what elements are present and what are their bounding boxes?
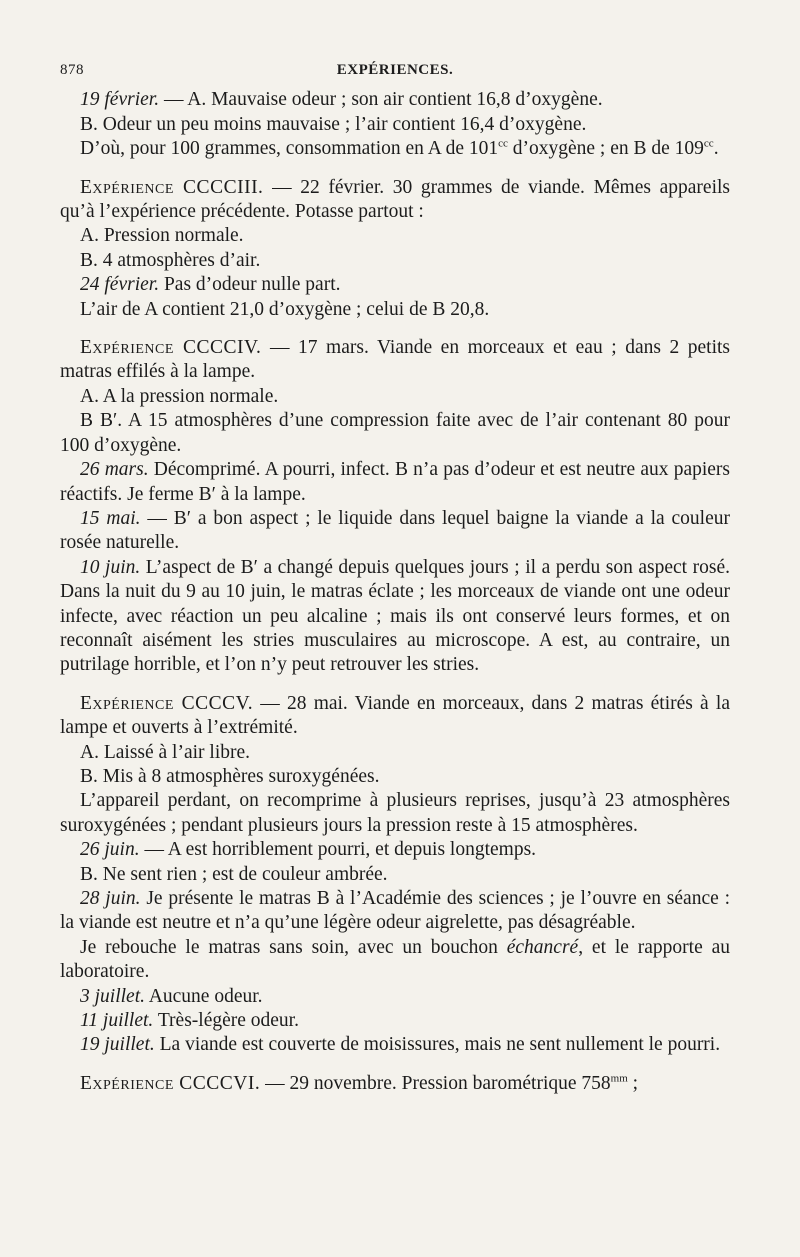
after-text: , et le rapporte au laboratoire.: [60, 936, 730, 983]
text-text: L’air de A contient 21,0 d’oxygène ; celui de B 20,8.: [80, 298, 490, 320]
italic2-text: échancré: [506, 936, 579, 958]
paragraph: [60, 741, 730, 765]
after-text: d’oxygène ; en B de 109: [507, 138, 704, 160]
italic-text: 26 mars.: [80, 459, 149, 481]
text-text: B. Mis à 8 atmosphères suroxygénées.: [80, 765, 380, 787]
text-text: — B′ a bon aspect ; le liquide dans lequel baigne la viande a la couleur rosée naturelle.: [60, 507, 731, 554]
text-text: A. Laissé à l’air libre.: [80, 741, 251, 763]
paragraph: [60, 789, 730, 838]
after-text: ;: [627, 1072, 639, 1094]
paragraph: [60, 1009, 730, 1033]
text-text: L’aspect de B′ a changé depuis quelques jours ; il a perdu son aspect rosé. Dans la nuit du 9 au 10 juin, le matras éclate ; les morceaux de viande ont une odeur infecte, avec réaction un peu alcaline ; mais ils ont conservé leurs formes, et on reconnaît aisément les stries musculaires au microscope. A est, au contraire, un putrilage horrible, et l’on n’y peut retrouver les stries.: [60, 556, 731, 676]
paragraph: [60, 298, 730, 322]
paragraph: [60, 838, 730, 862]
text-text: — 17 mars. Viande en morceaux et eau ; dans 2 petits matras effilés à la lampe.: [60, 337, 731, 383]
italic-text: 26 juin.: [80, 839, 140, 861]
paragraph: [60, 887, 730, 936]
sup-text: mm: [610, 1072, 628, 1085]
text-text: — 29 novembre. Pression barométrique 758: [260, 1072, 611, 1094]
paragraph: [60, 273, 730, 297]
experience-heading-paragraph: [60, 336, 730, 385]
italic-text: 19 février.: [80, 89, 160, 111]
text-text: B B′. A 15 atmosphères d’une compression faite avec de l’air contenant 80 pour 100 d’oxygène.: [60, 410, 730, 456]
section-gap: [60, 678, 730, 692]
italic-text: 10 juin.: [80, 556, 141, 578]
sup-text: cc: [498, 137, 508, 150]
paragraph: [60, 1033, 730, 1057]
paragraph: [60, 507, 730, 556]
italic-text: 15 mai.: [80, 507, 141, 529]
paragraph: [60, 113, 730, 137]
paragraph: [60, 936, 730, 985]
paragraph: [60, 985, 730, 1009]
text-text: A. Pression normale.: [80, 225, 244, 247]
section-gap: [60, 1058, 730, 1072]
paragraph: [60, 385, 730, 409]
paragraph: [60, 765, 730, 789]
text-text: La viande est couverte de moisissures, mais ne sent nullement le pourri.: [154, 1034, 721, 1056]
paragraph: [60, 409, 730, 458]
document-body: [60, 88, 730, 1096]
text-text: Décomprimé. A pourri, infect. B n’a pas d’odeur et est neutre aux papiers réactifs. Je ferme B′ à la lampe.: [60, 459, 731, 505]
italic-text: 24 février.: [80, 274, 160, 296]
sup2-text: cc: [703, 137, 714, 150]
experience-heading-paragraph: [60, 1072, 730, 1096]
text-text: Je présente le matras B à l’Académie des sciences ; je l’ouvre en séance : la viande est neutre et n’a qu’une légère odeur aigrelette, pas désagréable.: [60, 888, 730, 934]
text-text: — 22 février. 30 grammes de viande. Mêmes appareils qu’à l’expérience précédente. Potasse partout :: [60, 176, 730, 223]
paragraph: [60, 556, 730, 678]
text-text: B. Odeur un peu moins mauvaise ; l’air contient 16,4 d’oxygène.: [80, 113, 587, 135]
text-text: Pas d’odeur nulle part.: [159, 274, 341, 296]
italic-text: 28 juin.: [80, 888, 141, 909]
text-text: Très-légère odeur.: [153, 1010, 299, 1032]
italic-text: 19 juillet.: [80, 1034, 155, 1056]
text-text: Aucune odeur.: [145, 985, 263, 1007]
text-text: — 28 mai. Viande en morceaux, dans 2 matras étirés à la lampe et ouverts à l’extrémité.: [60, 692, 730, 739]
paragraph: [60, 224, 730, 248]
text-text: B. 4 atmosphères d’air.: [80, 249, 261, 271]
sc-text: Expérience CCCCVI.: [80, 1072, 261, 1094]
page-number: 878: [60, 62, 84, 78]
paragraph: [60, 249, 730, 273]
text-text: L’appareil perdant, on recomprime à plusieurs reprises, jusqu’à 23 atmosphères suroxygénées ; pendant plusieurs jours la pression reste à 15 atmosphères.: [60, 790, 730, 836]
text-text: Je rebouche le matras sans soin, avec un bouchon: [80, 936, 507, 958]
paragraph: [60, 88, 730, 112]
section-gap: [60, 322, 730, 336]
italic-text: 11 juillet.: [80, 1010, 154, 1032]
sc-text: Expérience CCCCV.: [80, 692, 254, 714]
paragraph: [60, 458, 730, 507]
paragraph: [60, 137, 730, 161]
text-text: — A. Mauvaise odeur ; son air contient 16,8 d’oxygène.: [159, 89, 603, 111]
text-text: — A est horriblement pourri, et depuis longtemps.: [139, 839, 537, 861]
sc-text: Expérience CCCCIV.: [80, 337, 262, 359]
paragraph: [60, 863, 730, 887]
section-gap: [60, 162, 730, 176]
document-page: [60, 58, 730, 1096]
text-text: B. Ne sent rien ; est de couleur ambrée.: [80, 863, 388, 885]
after2-text: .: [713, 138, 719, 160]
page-header: [60, 58, 730, 82]
italic-text: 3 juillet.: [80, 985, 145, 1007]
text-text: A. A la pression normale.: [80, 385, 279, 407]
sc-text: Expérience CCCCIII.: [80, 176, 264, 198]
experience-heading-paragraph: [60, 176, 730, 225]
experience-heading-paragraph: [60, 692, 730, 741]
text-text: D’où, pour 100 grammes, consommation en A de 101: [80, 138, 499, 160]
running-title: EXPÉRIENCES.: [336, 62, 454, 78]
